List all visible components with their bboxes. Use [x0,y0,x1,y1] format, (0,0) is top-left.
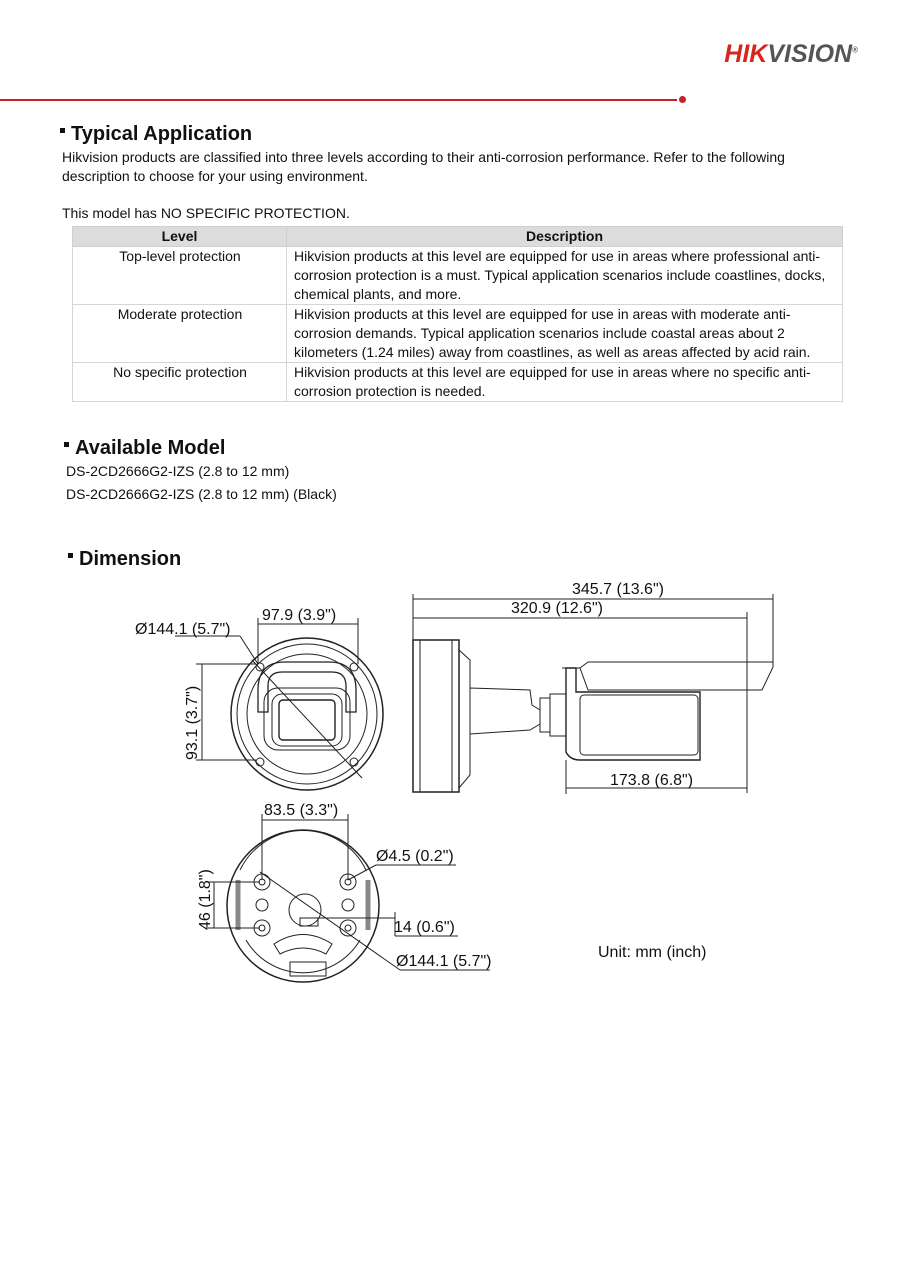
description-cell: Hikvision products at this level are equipped for use in areas where no specific anti- corrosion protection is needed. [287,363,843,402]
level-cell: Moderate protection [73,305,287,363]
bottom-spacing-label: 83.5 (3.3") [264,802,339,819]
front-view [175,618,383,790]
description-column-header: Description [287,227,843,247]
bottom-offset-label: 14 (0.6") [394,919,455,936]
front-width-label: 97.9 (3.9") [262,607,337,624]
description-cell: Hikvision products at this level are equipped for use in areas with moderate anti- corrosion demands. Typical application scenarios include coastal areas about 2 kilometers (1.24 miles) away from coastlines, as well as areas affected by acid rain. [287,305,843,363]
model-item: DS-2CD2666G2-IZS (2.8 to 12 mm) (Black) [66,486,337,502]
front-height-label: 93.1 (3.7") [184,685,201,760]
bottom-diameter-label: Ø144.1 (5.7") [396,953,492,970]
side-body-length-label: 173.8 (6.8") [610,772,694,789]
model-item: DS-2CD2666G2-IZS (2.8 to 12 mm) [66,463,290,479]
available-model-heading: Available Model [64,437,225,460]
bottom-height-label: 46 (1.8") [197,869,214,930]
side-view [413,594,773,794]
bottom-hole-label: Ø4.5 (0.2") [376,848,454,865]
description-cell: Hikvision products at this level are equipped for use in areas where professional anti- corrosion protection is a must. Typical application scenarios include coastlines, docks, chemical plants, and more. [287,247,843,305]
side-total-length-label: 345.7 (13.6") [572,581,664,598]
typical-application-heading: Typical Application [60,123,252,146]
hikvision-logo: HIKVISION® [724,40,858,68]
front-diameter-label: Ø144.1 (5.7") [135,621,231,638]
level-cell: Top-level protection [73,247,287,305]
level-column-header: Level [73,227,287,247]
side-length-label: 320.9 (12.6") [511,600,603,617]
intro-paragraph: Hikvision products are classified into three levels according to their anti-corrosion performance. Refer to the following description to choose for your using environment. [62,149,785,184]
dimension-heading: Dimension [68,548,181,571]
unit-label: Unit: mm (inch) [598,944,707,961]
model-protection-note: This model has NO SPECIFIC PROTECTION. [62,205,350,221]
level-cell: No specific protection [73,363,287,402]
